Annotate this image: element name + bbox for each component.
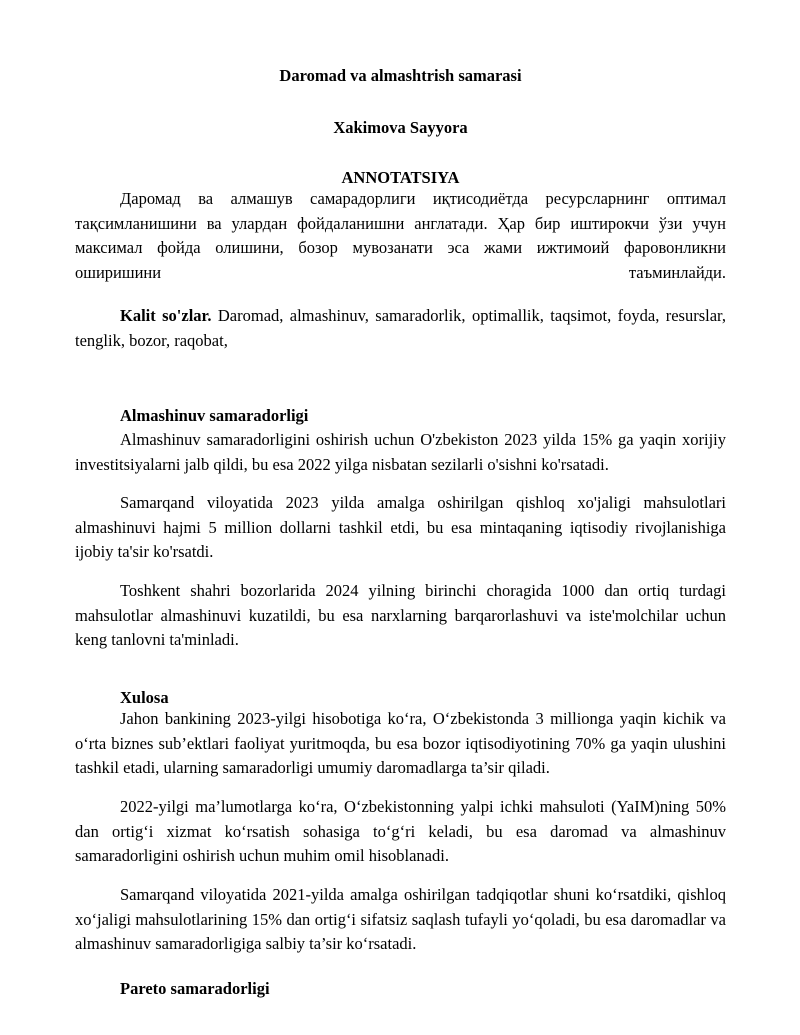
keywords-list: Daromad, almashinuv, samaradorlik, optimallik, taqsimot, foyda, resurslar, tenglik, bozor, raqobat, <box>75 306 726 350</box>
keywords-label: Kalit so'zlar. <box>120 306 212 325</box>
annotation-heading: ANNOTATSIYA <box>341 168 460 187</box>
section-paragraph: Almashinuv samaradorligini oshirish uchun O'zbekiston 2023 yilda 15% ga yaqin xorijiy investitsiyalarni jalb qildi, bu esa 2022 yilga nisbatan sezilarli o'sishni ko'rsatadi. <box>75 430 726 474</box>
section-paragraph: Samarqand viloyatida 2023 yilda amalga oshirilgan qishloq xo'jaligi mahsulotlari almashinuvi hajmi 5 million dollarni tashkil etdi, bu esa mintaqaning iqtisodiy rivojlanishiga ijobiy ta'sir ko'rsatdi. <box>75 493 726 561</box>
section-paragraph: Samarqand viloyatida 2021-yilda amalga oshirilgan tadqiqotlar shuni ko‘rsatdiki, qishloq xo‘jaligi mahsulotlarining 15% dan ortig‘i sifatsiz saqlash tufayli yo‘qoladi, bu esa daromadlar va almashinuv samaradorligiga salbiy ta’sir ko‘rsatadi. <box>75 885 726 953</box>
annotation-paragraph: Даромад ва алмашув самарадорлиги иқтисодиётда ресурсларнинг оптимал тақсимланишини ва улардан фойдаланишни англатади. Ҳар бир иштирокчи ўзи учун максимал фойда олишини, бозор мувозанати эса жами ижтимоий фаровонликни оширишини таъминлайди. <box>75 189 726 282</box>
document-title: Daromad va almashtrish samarasi <box>279 66 522 85</box>
author-name: Xakimova Sayyora <box>333 118 468 137</box>
section-paragraph: Toshkent shahri bozorlarida 2024 yilning birinchi choragida 1000 dan ortiq turdagi mahsulotlar almashinuvi kuzatildi, bu esa narxlarning barqarorlashuvi va iste'molchilar uchun keng tanlovni ta'minladi. <box>75 581 726 649</box>
section-heading-xulosa: Xulosa <box>120 688 169 707</box>
section-heading-pareto: Pareto samaradorligi <box>120 979 270 998</box>
section-paragraph: Jahon bankining 2023-yilgi hisobotiga ko‘ra, O‘zbekistonda 3 millionga yaqin kichik va o‘rta biznes sub’ektlari faoliyat yuritmoqda, bu esa bozor iqtisodiyotining 70% ga yaqin ulushini tashkil etadi, ularning samaradorligi umumiy daromadlarga ta’sir qiladi. <box>75 709 726 777</box>
section-paragraph: 2022-yilgi ma’lumotlarga ko‘ra, O‘zbekistonning yalpi ichki mahsuloti (YaIM)ning 50% dan ortig‘i xizmat ko‘rsatish sohasiga to‘g‘ri keladi, bu esa daromad va almashinuv samaradorligini oshirish uchun muhim omil hisoblanadi. <box>75 797 726 865</box>
keywords-paragraph <box>75 304 726 353</box>
section-heading-almashinuv: Almashinuv samaradorligi <box>120 406 309 425</box>
